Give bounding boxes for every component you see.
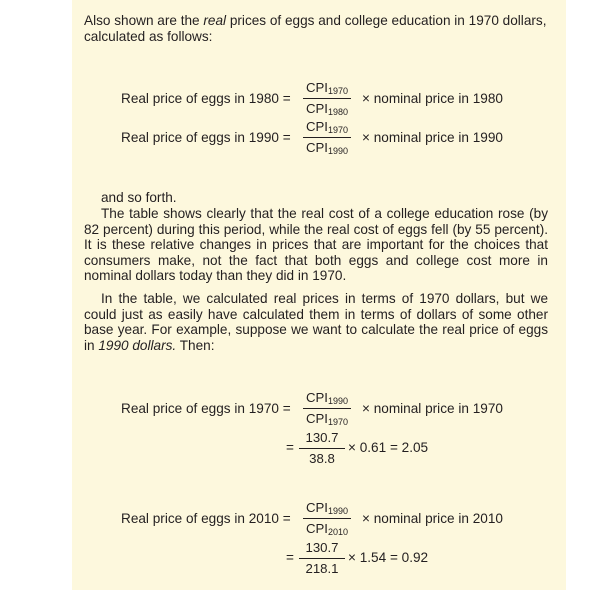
- formula-3-equals: =: [286, 440, 294, 455]
- formula-3-lhs: Real price of eggs in 1970 =: [121, 401, 291, 416]
- formula-4-numeric-denominator: 218.1: [299, 558, 345, 577]
- intro-line-2: calculated as follows:: [84, 29, 213, 44]
- formula-3-num-base: CPI: [305, 390, 328, 405]
- paragraph-base-year: [84, 291, 548, 353]
- formula-3-den-sub: 1970: [327, 417, 348, 427]
- formula-2-rhs: × nominal price in 1990: [362, 130, 503, 145]
- formula-4-rhs: × nominal price in 2010: [362, 511, 503, 526]
- formula-1-denominator: [303, 98, 351, 117]
- formula-1-fraction: [303, 80, 351, 117]
- paragraph-and-so-forth: and so forth.: [101, 190, 177, 205]
- formula-3-fraction: [303, 390, 351, 427]
- formula-4-equals: =: [286, 550, 294, 565]
- formula-1-num-sub: 1970: [327, 86, 348, 96]
- formula-3-den-base: CPI: [305, 411, 328, 426]
- formula-4-lhs: Real price of eggs in 2010 =: [121, 511, 291, 526]
- formula-3-denominator: [303, 408, 351, 427]
- formula-4-numeric-numerator: 130.7: [305, 540, 339, 555]
- formula-3-rhs: × nominal price in 1970: [362, 401, 503, 416]
- formula-3-numeric-fraction: [299, 430, 345, 467]
- formula-2-fraction: [303, 119, 351, 156]
- intro-emphasis-real: real: [203, 13, 227, 28]
- formula-2-numerator: [303, 119, 351, 135]
- formula-2-den-base: CPI: [305, 140, 328, 155]
- formula-4-den-sub: 2010: [327, 527, 348, 537]
- intro-text-start: Also shown are the: [84, 13, 204, 28]
- formula-4-numeric-fraction: [299, 540, 345, 577]
- formula-4-num-sub: 1990: [327, 506, 348, 516]
- paragraph-table-shows: The table shows clearly that the real cost of a college education rose (by 82 percent) during this period, while the real cost of eggs fell (by 55 percent). It is these relative changes in prices that are important for the choices that consumers make, not the fact that both eggs and college cost more in nominal dollars today than they did in 1970.: [84, 206, 548, 284]
- formula-2-lhs: Real price of eggs in 1990 =: [121, 130, 291, 145]
- formula-3-num-sub: 1990: [327, 396, 348, 406]
- formula-1-num-base: CPI: [305, 80, 328, 95]
- formula-1-rhs: × nominal price in 1980: [362, 91, 503, 106]
- formula-4-fraction: [303, 500, 351, 537]
- paragraph-base-year-then: Then:: [176, 337, 215, 353]
- intro-text-end: prices of eggs and college education in 1970 dollars,: [226, 13, 547, 28]
- formula-4-num-base: CPI: [305, 500, 328, 515]
- formula-4-denominator: [303, 518, 351, 537]
- formula-2-num-sub: 1970: [327, 125, 348, 135]
- formula-1-den-sub: 1980: [327, 107, 348, 117]
- formula-3-numeric-denominator: 38.8: [299, 448, 345, 467]
- formula-1-den-base: CPI: [305, 101, 328, 116]
- formula-3-result: × 0.61 = 2.05: [348, 440, 429, 455]
- formula-3-numeric-numerator: 130.7: [305, 430, 339, 445]
- formula-4-numerator: [303, 500, 351, 516]
- formula-2-denominator: [303, 137, 351, 156]
- formula-4-result: × 1.54 = 0.92: [348, 550, 429, 565]
- paragraph-base-year-emphasis: 1990 dollars.: [98, 337, 177, 353]
- formula-4-den-base: CPI: [305, 521, 328, 536]
- formula-2-num-base: CPI: [305, 119, 328, 134]
- paragraph-base-year-text: In the table, we calculated real prices in terms of 1970 dollars, but we could just as easily have calculated them in terms of dollars of some other base year. For example, suppose we want to calculate the real price of eggs in: [84, 291, 548, 353]
- formula-3-numerator: [303, 390, 351, 406]
- formula-1-lhs: Real price of eggs in 1980 =: [121, 91, 291, 106]
- formula-2-den-sub: 1990: [327, 146, 348, 156]
- formula-1-numerator: [303, 80, 351, 96]
